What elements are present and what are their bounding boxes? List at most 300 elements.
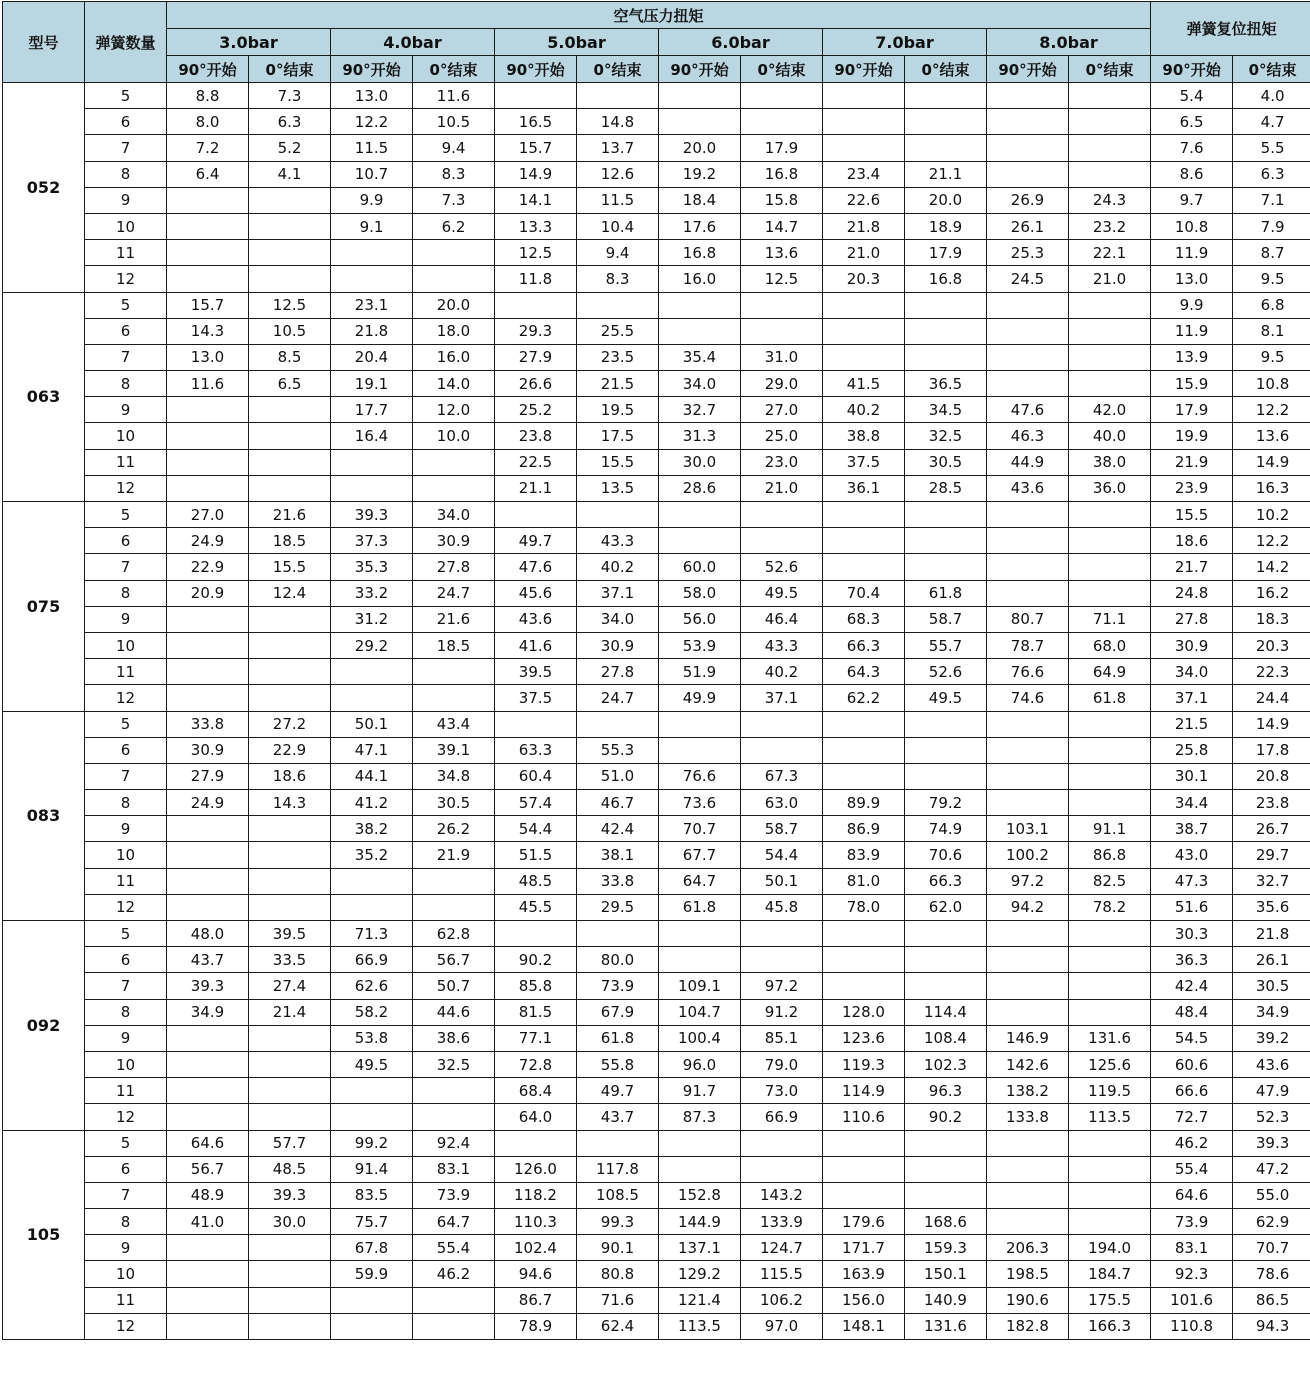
- torque-cell: [741, 502, 823, 528]
- torque-cell: 56.0: [659, 606, 741, 632]
- model-cell: 075: [3, 502, 85, 712]
- torque-cell: [577, 292, 659, 318]
- torque-cell: 7.1: [1233, 187, 1310, 213]
- torque-cell: [823, 528, 905, 554]
- torque-cell: 6.4: [167, 161, 249, 187]
- torque-cell: 39.3: [331, 502, 413, 528]
- torque-cell: 67.9: [577, 999, 659, 1025]
- torque-cell: 43.6: [987, 475, 1069, 501]
- torque-cell: 100.4: [659, 1025, 741, 1051]
- spring-count-cell: 6: [85, 528, 167, 554]
- torque-cell: 58.7: [905, 606, 987, 632]
- torque-cell: [249, 423, 331, 449]
- spring-count-cell: 9: [85, 397, 167, 423]
- torque-cell: 10.7: [331, 161, 413, 187]
- table-row: [3, 1051, 1310, 1077]
- torque-cell: [167, 842, 249, 868]
- spring-count-cell: 12: [85, 475, 167, 501]
- torque-cell: 18.5: [413, 632, 495, 658]
- torque-cell: [987, 528, 1069, 554]
- torque-cell: 85.8: [495, 973, 577, 999]
- torque-cell: 18.9: [905, 213, 987, 239]
- torque-cell: [167, 894, 249, 920]
- torque-cell: 48.5: [249, 1156, 331, 1182]
- subheader-end: 0°结束: [741, 56, 823, 83]
- table-row: [3, 1182, 1310, 1208]
- table-row: [3, 1209, 1310, 1235]
- torque-cell: [905, 502, 987, 528]
- torque-cell: 27.0: [741, 397, 823, 423]
- torque-cell: 9.9: [1151, 292, 1233, 318]
- torque-cell: 119.5: [1069, 1078, 1151, 1104]
- torque-cell: [987, 711, 1069, 737]
- model-cell: 092: [3, 921, 85, 1131]
- table-row: [3, 632, 1310, 658]
- torque-cell: [905, 135, 987, 161]
- torque-cell: 44.6: [413, 999, 495, 1025]
- torque-cell: 24.8: [1151, 580, 1233, 606]
- table-row: [3, 659, 1310, 685]
- torque-cell: [167, 187, 249, 213]
- torque-cell: 47.3: [1151, 868, 1233, 894]
- torque-cell: [1069, 344, 1151, 370]
- torque-cell: [1069, 292, 1151, 318]
- torque-cell: [249, 397, 331, 423]
- torque-cell: 71.3: [331, 921, 413, 947]
- header-spring-return-torque: 弹簧复位扭矩: [1151, 2, 1310, 56]
- table-row: [3, 344, 1310, 370]
- torque-cell: 8.3: [577, 266, 659, 292]
- torque-cell: 8.8: [167, 83, 249, 109]
- torque-cell: [249, 1078, 331, 1104]
- torque-cell: [987, 790, 1069, 816]
- spring-count-cell: 9: [85, 1025, 167, 1051]
- torque-cell: [905, 763, 987, 789]
- torque-cell: 35.3: [331, 554, 413, 580]
- torque-cell: 14.1: [495, 187, 577, 213]
- spring-count-cell: 8: [85, 1209, 167, 1235]
- torque-cell: 11.6: [167, 371, 249, 397]
- torque-cell: 7.3: [249, 83, 331, 109]
- torque-cell: 30.5: [413, 790, 495, 816]
- torque-cell: 29.7: [1233, 842, 1310, 868]
- torque-cell: 47.1: [331, 737, 413, 763]
- torque-cell: [331, 449, 413, 475]
- torque-cell: [1069, 554, 1151, 580]
- torque-cell: 126.0: [495, 1156, 577, 1182]
- torque-cell: 133.8: [987, 1104, 1069, 1130]
- torque-cell: 23.8: [1233, 790, 1310, 816]
- torque-cell: [249, 894, 331, 920]
- torque-cell: 55.3: [577, 737, 659, 763]
- torque-cell: 30.9: [1151, 632, 1233, 658]
- torque-cell: 9.5: [1233, 344, 1310, 370]
- torque-cell: 36.3: [1151, 947, 1233, 973]
- torque-cell: 64.0: [495, 1104, 577, 1130]
- torque-cell: 166.3: [1069, 1313, 1151, 1339]
- table-header: [3, 2, 1310, 83]
- subheader-end: 0°结束: [413, 56, 495, 83]
- torque-cell: 21.6: [249, 502, 331, 528]
- torque-cell: 38.8: [823, 423, 905, 449]
- torque-cell: [987, 292, 1069, 318]
- torque-cell: [167, 868, 249, 894]
- torque-cell: 30.5: [905, 449, 987, 475]
- torque-cell: 194.0: [1069, 1235, 1151, 1261]
- torque-cell: 118.2: [495, 1182, 577, 1208]
- torque-cell: [331, 685, 413, 711]
- torque-cell: 96.0: [659, 1051, 741, 1077]
- torque-cell: [905, 109, 987, 135]
- torque-cell: 12.5: [741, 266, 823, 292]
- torque-cell: 159.3: [905, 1235, 987, 1261]
- torque-cell: 92.3: [1151, 1261, 1233, 1287]
- torque-cell: 110.8: [1151, 1313, 1233, 1339]
- torque-cell: [249, 475, 331, 501]
- spring-count-cell: 10: [85, 842, 167, 868]
- torque-cell: [495, 502, 577, 528]
- torque-cell: [659, 502, 741, 528]
- torque-cell: [577, 1130, 659, 1156]
- torque-cell: 16.8: [905, 266, 987, 292]
- torque-cell: 48.9: [167, 1182, 249, 1208]
- torque-cell: 11.9: [1151, 318, 1233, 344]
- torque-cell: 6.8: [1233, 292, 1310, 318]
- torque-cell: 58.2: [331, 999, 413, 1025]
- torque-cell: 33.2: [331, 580, 413, 606]
- torque-cell: 23.5: [577, 344, 659, 370]
- torque-cell: 47.9: [1233, 1078, 1310, 1104]
- torque-cell: 115.5: [741, 1261, 823, 1287]
- spring-count-cell: 5: [85, 1130, 167, 1156]
- torque-cell: [659, 318, 741, 344]
- torque-cell: 45.8: [741, 894, 823, 920]
- torque-cell: [249, 606, 331, 632]
- spring-count-cell: 12: [85, 894, 167, 920]
- torque-cell: 13.7: [577, 135, 659, 161]
- torque-cell: [1069, 973, 1151, 999]
- torque-cell: [167, 1051, 249, 1077]
- torque-cell: 12.6: [577, 161, 659, 187]
- torque-cell: 12.2: [1233, 528, 1310, 554]
- torque-cell: 52.3: [1233, 1104, 1310, 1130]
- torque-cell: 23.0: [741, 449, 823, 475]
- torque-cell: 73.9: [577, 973, 659, 999]
- torque-cell: 19.9: [1151, 423, 1233, 449]
- torque-cell: 21.8: [331, 318, 413, 344]
- torque-table: [2, 1, 1310, 1340]
- torque-cell: [1069, 135, 1151, 161]
- torque-cell: 25.3: [987, 240, 1069, 266]
- torque-cell: 6.3: [249, 109, 331, 135]
- torque-cell: 32.7: [1233, 868, 1310, 894]
- torque-cell: [331, 659, 413, 685]
- torque-cell: 66.9: [741, 1104, 823, 1130]
- torque-cell: 43.6: [495, 606, 577, 632]
- torque-cell: [249, 1287, 331, 1313]
- torque-cell: 33.8: [577, 868, 659, 894]
- torque-cell: 73.9: [413, 1182, 495, 1208]
- torque-cell: 152.8: [659, 1182, 741, 1208]
- torque-cell: 11.8: [495, 266, 577, 292]
- torque-cell: [1069, 161, 1151, 187]
- torque-cell: 70.7: [659, 816, 741, 842]
- torque-cell: 15.5: [249, 554, 331, 580]
- torque-cell: [659, 947, 741, 973]
- spring-count-cell: 6: [85, 737, 167, 763]
- torque-cell: [823, 135, 905, 161]
- torque-cell: [1069, 83, 1151, 109]
- torque-cell: [167, 1287, 249, 1313]
- torque-cell: 43.7: [577, 1104, 659, 1130]
- torque-cell: 12.4: [249, 580, 331, 606]
- torque-cell: [413, 894, 495, 920]
- torque-cell: 55.4: [413, 1235, 495, 1261]
- torque-cell: 91.7: [659, 1078, 741, 1104]
- torque-cell: [987, 1209, 1069, 1235]
- table-row: [3, 606, 1310, 632]
- torque-cell: [741, 737, 823, 763]
- torque-cell: 13.6: [741, 240, 823, 266]
- torque-cell: 23.8: [495, 423, 577, 449]
- torque-cell: 13.0: [1151, 266, 1233, 292]
- spring-count-cell: 7: [85, 344, 167, 370]
- torque-cell: 21.1: [495, 475, 577, 501]
- torque-cell: [987, 999, 1069, 1025]
- torque-cell: 76.6: [659, 763, 741, 789]
- torque-cell: 113.5: [1069, 1104, 1151, 1130]
- torque-cell: 49.7: [577, 1078, 659, 1104]
- torque-cell: [987, 1130, 1069, 1156]
- torque-cell: 49.5: [905, 685, 987, 711]
- torque-cell: 57.4: [495, 790, 577, 816]
- torque-cell: 50.1: [741, 868, 823, 894]
- torque-cell: [249, 842, 331, 868]
- torque-cell: 60.6: [1151, 1051, 1233, 1077]
- torque-cell: 5.5: [1233, 135, 1310, 161]
- torque-cell: 20.4: [331, 344, 413, 370]
- torque-cell: 12.5: [249, 292, 331, 318]
- spring-count-cell: 8: [85, 999, 167, 1025]
- torque-cell: 76.6: [987, 659, 1069, 685]
- torque-cell: 198.5: [987, 1261, 1069, 1287]
- torque-cell: [659, 528, 741, 554]
- table-row: [3, 685, 1310, 711]
- torque-cell: 61.8: [659, 894, 741, 920]
- torque-cell: 137.1: [659, 1235, 741, 1261]
- torque-cell: 86.9: [823, 816, 905, 842]
- torque-cell: [987, 921, 1069, 947]
- torque-cell: 79.2: [905, 790, 987, 816]
- torque-cell: 15.5: [577, 449, 659, 475]
- torque-cell: 62.0: [905, 894, 987, 920]
- torque-cell: 102.3: [905, 1051, 987, 1077]
- torque-cell: [987, 135, 1069, 161]
- torque-cell: [413, 475, 495, 501]
- torque-cell: 47.6: [495, 554, 577, 580]
- torque-cell: [577, 502, 659, 528]
- torque-cell: [905, 318, 987, 344]
- torque-cell: [249, 632, 331, 658]
- torque-cell: 143.2: [741, 1182, 823, 1208]
- torque-cell: [823, 737, 905, 763]
- torque-cell: 5.4: [1151, 83, 1233, 109]
- torque-cell: [167, 1261, 249, 1287]
- torque-cell: 9.4: [577, 240, 659, 266]
- torque-cell: 37.1: [1151, 685, 1233, 711]
- torque-cell: [987, 763, 1069, 789]
- torque-cell: 20.8: [1233, 763, 1310, 789]
- torque-cell: 17.9: [905, 240, 987, 266]
- table-row: [3, 999, 1310, 1025]
- torque-cell: 27.2: [249, 711, 331, 737]
- torque-cell: [167, 423, 249, 449]
- torque-cell: [167, 213, 249, 239]
- torque-cell: 21.8: [1233, 921, 1310, 947]
- torque-cell: 32.5: [413, 1051, 495, 1077]
- torque-cell: 43.7: [167, 947, 249, 973]
- torque-cell: [167, 1104, 249, 1130]
- header-pressure-5bar: 5.0bar: [495, 29, 659, 56]
- torque-cell: 20.3: [1233, 632, 1310, 658]
- torque-cell: 40.2: [577, 554, 659, 580]
- table-row: [3, 580, 1310, 606]
- table-row: [3, 711, 1310, 737]
- torque-cell: 43.0: [1151, 842, 1233, 868]
- subheader-start: 90°开始: [167, 56, 249, 83]
- torque-cell: 70.6: [905, 842, 987, 868]
- torque-cell: 20.0: [905, 187, 987, 213]
- torque-cell: 45.5: [495, 894, 577, 920]
- torque-cell: 11.5: [577, 187, 659, 213]
- torque-cell: [249, 659, 331, 685]
- torque-cell: 128.0: [823, 999, 905, 1025]
- table-row: [3, 397, 1310, 423]
- torque-cell: 37.5: [823, 449, 905, 475]
- torque-cell: 68.0: [1069, 632, 1151, 658]
- spring-count-cell: 6: [85, 1156, 167, 1182]
- torque-cell: [987, 580, 1069, 606]
- torque-cell: 64.7: [659, 868, 741, 894]
- spring-count-cell: 11: [85, 1287, 167, 1313]
- torque-cell: 13.3: [495, 213, 577, 239]
- table-row: [3, 1156, 1310, 1182]
- header-pressure-7bar: 7.0bar: [823, 29, 987, 56]
- spring-count-cell: 12: [85, 1313, 167, 1339]
- subheader-start: 90°开始: [331, 56, 413, 83]
- torque-cell: [331, 1287, 413, 1313]
- spring-count-cell: 12: [85, 685, 167, 711]
- torque-cell: 73.9: [1151, 1209, 1233, 1235]
- torque-cell: [331, 266, 413, 292]
- torque-cell: 21.1: [905, 161, 987, 187]
- torque-cell: 18.3: [1233, 606, 1310, 632]
- table-row: [3, 763, 1310, 789]
- torque-cell: 14.3: [167, 318, 249, 344]
- header-pressure-6bar: 6.0bar: [659, 29, 823, 56]
- torque-cell: 56.7: [413, 947, 495, 973]
- torque-cell: 43.3: [741, 632, 823, 658]
- torque-cell: [167, 1313, 249, 1339]
- torque-cell: 144.9: [659, 1209, 741, 1235]
- torque-cell: 22.5: [495, 449, 577, 475]
- table-row: [3, 790, 1310, 816]
- subheader-end: 0°结束: [1069, 56, 1151, 83]
- torque-cell: 30.9: [577, 632, 659, 658]
- torque-cell: 10.2: [1233, 502, 1310, 528]
- torque-cell: 8.0: [167, 109, 249, 135]
- torque-cell: [331, 868, 413, 894]
- torque-cell: 39.1: [413, 737, 495, 763]
- torque-cell: [987, 344, 1069, 370]
- torque-cell: [823, 292, 905, 318]
- spring-count-cell: 8: [85, 371, 167, 397]
- torque-cell: 39.5: [249, 921, 331, 947]
- torque-cell: 55.0: [1233, 1182, 1310, 1208]
- torque-cell: 42.4: [1151, 973, 1233, 999]
- torque-cell: 62.8: [413, 921, 495, 947]
- torque-cell: 38.7: [1151, 816, 1233, 842]
- torque-cell: 80.8: [577, 1261, 659, 1287]
- torque-cell: [167, 816, 249, 842]
- torque-cell: [1069, 921, 1151, 947]
- torque-cell: 62.4: [577, 1313, 659, 1339]
- torque-cell: [413, 1104, 495, 1130]
- torque-cell: [905, 344, 987, 370]
- torque-cell: 19.5: [577, 397, 659, 423]
- torque-cell: 92.4: [413, 1130, 495, 1156]
- header-spring-count: 弹簧数量: [85, 2, 167, 83]
- torque-cell: 21.6: [413, 606, 495, 632]
- torque-cell: 90.2: [905, 1104, 987, 1130]
- torque-cell: 22.1: [1069, 240, 1151, 266]
- torque-cell: [1069, 528, 1151, 554]
- table-row: [3, 973, 1310, 999]
- torque-cell: 14.7: [741, 213, 823, 239]
- torque-cell: 206.3: [987, 1235, 1069, 1261]
- torque-cell: 70.7: [1233, 1235, 1310, 1261]
- table-row: [3, 475, 1310, 501]
- torque-cell: 25.8: [1151, 737, 1233, 763]
- torque-cell: 66.9: [331, 947, 413, 973]
- torque-cell: [167, 659, 249, 685]
- torque-cell: 179.6: [823, 1209, 905, 1235]
- torque-cell: [413, 1287, 495, 1313]
- torque-cell: 24.5: [987, 266, 1069, 292]
- torque-cell: 34.5: [905, 397, 987, 423]
- torque-cell: 4.0: [1233, 83, 1310, 109]
- torque-cell: 12.5: [495, 240, 577, 266]
- torque-cell: 78.0: [823, 894, 905, 920]
- torque-cell: 12.0: [413, 397, 495, 423]
- torque-cell: 83.5: [331, 1182, 413, 1208]
- torque-cell: [577, 921, 659, 947]
- torque-cell: 71.1: [1069, 606, 1151, 632]
- torque-cell: 27.8: [577, 659, 659, 685]
- torque-cell: [249, 868, 331, 894]
- model-cell: 105: [3, 1130, 85, 1340]
- torque-cell: [1069, 502, 1151, 528]
- torque-cell: [905, 1156, 987, 1182]
- torque-cell: [823, 502, 905, 528]
- torque-cell: 39.3: [1233, 1130, 1310, 1156]
- torque-cell: 16.8: [659, 240, 741, 266]
- table-row: [3, 1287, 1310, 1313]
- torque-cell: [987, 318, 1069, 344]
- torque-cell: 37.5: [495, 685, 577, 711]
- torque-cell: 140.9: [905, 1287, 987, 1313]
- torque-cell: [249, 685, 331, 711]
